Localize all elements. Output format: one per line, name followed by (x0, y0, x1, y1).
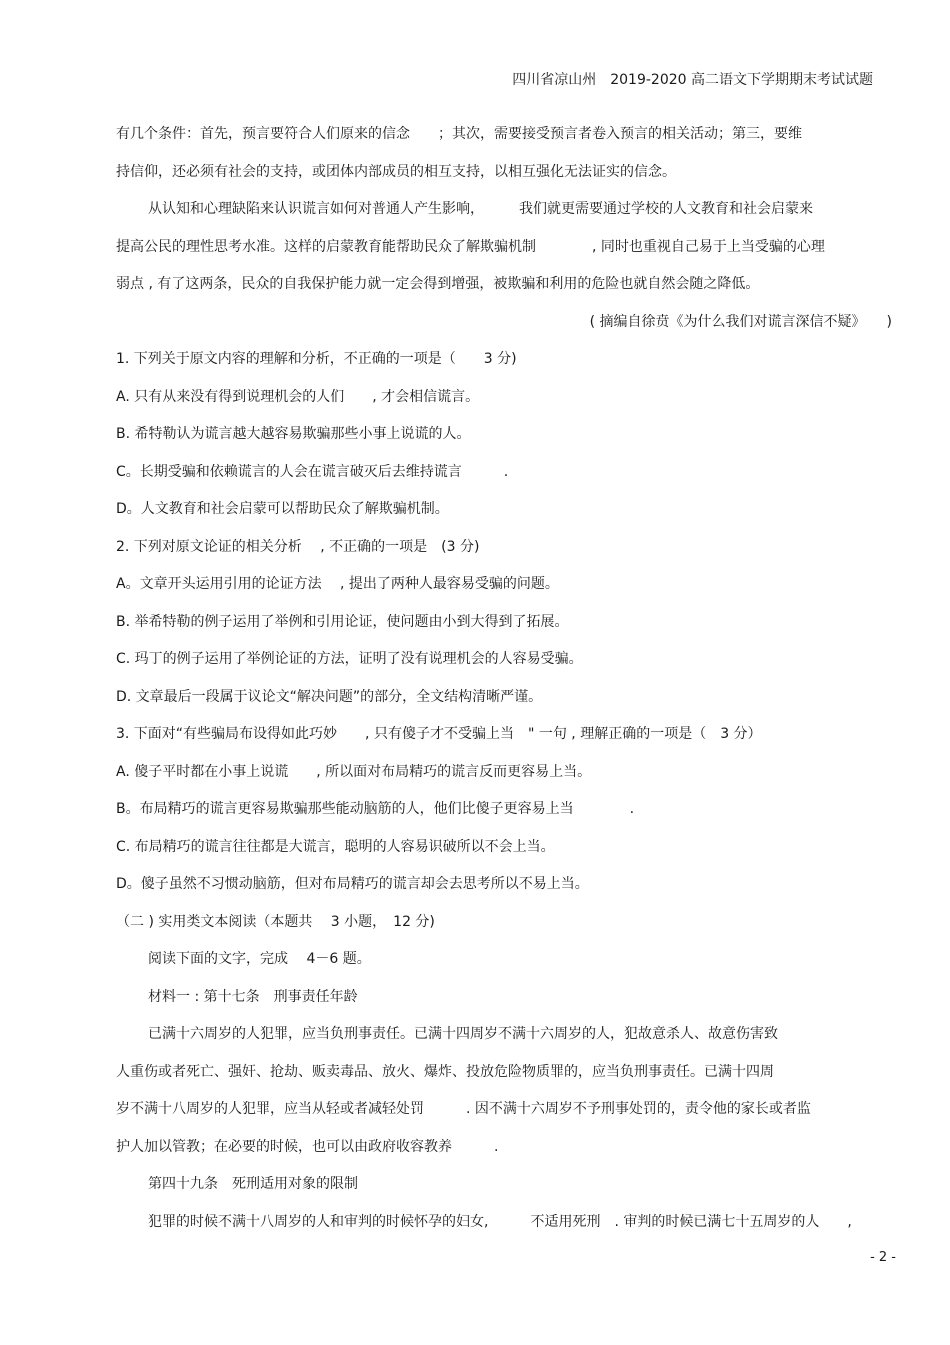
article-text-line: 已满十六周岁的人犯罪，应当负刑事责任。已满十四周岁不满十六周岁的人，犯故意杀人、故意伤害致 (148, 1026, 778, 1042)
question-3-option-a: A. 傻子平时都在小事上说谎 , 所以面对布局精巧的谎言反而更容易上当。 (116, 764, 592, 780)
question-2-option-d: D. 文章最后一段属于议论文“解决问题”的部分，全文结构清晰严谨。 (116, 689, 543, 705)
paragraph-line: 有几个条件：首先，预言要符合人们原来的信念 ；其次，需要接受预言者卷入预言的相关活动；第三，要维 (116, 126, 802, 142)
question-1-option-b: B. 希特勒认为谎言越大越容易欺骗那些小事上说谎的人。 (116, 426, 471, 442)
article-text-line: 岁不满十八周岁的人犯罪，应当从轻或者减轻处罚 . 因不满十六周岁不予刑事处罚的，责令他的家长或者监 (116, 1101, 811, 1117)
article-49-title: 第四十九条 死刑适用对象的限制 (148, 1176, 358, 1192)
question-3-option-b: B。布局精巧的谎言更容易欺骗那些能动脑筋的人，他们比傻子更容易上当 . (116, 801, 635, 817)
document-header: 四川省凉山州 2019-2020 高二语文下学期期末考试试题 (512, 72, 873, 88)
paragraph-line: 从认知和心理缺陷来认识谎言如何对普通人产生影响， 我们就更需要通过学校的人文教育和社会启蒙来 (148, 201, 813, 217)
section-heading: （二 ) 实用类文本阅读（本题共 3 小题， 12 分) (116, 914, 435, 930)
question-3-option-d: D。傻子虽然不习惯动脑筋，但对布局精巧的谎言却会去思考所以不易上当。 (116, 876, 589, 892)
material-title: 材料一 : 第十七条 刑事责任年龄 (148, 989, 358, 1005)
paragraph-line: 持信仰，还必须有社会的支持，或团体内部成员的相互支持，以相互强化无法证实的信念。 (116, 164, 676, 180)
article-text-line: 犯罪的时候不满十八周岁的人和审判的时候怀孕的妇女, 不适用死刑 . 审判的时候已满七十五周岁的人 , (148, 1214, 852, 1230)
paragraph-line: 弱点 , 有了这两条，民众的自我保护能力就一定会得到增强，被欺骗和利用的危险也就自然会随之降低。 (116, 276, 760, 292)
page-number: - 2 - (870, 1250, 896, 1265)
article-text-line: 人重伤或者死亡、强奸、抢劫、贩卖毒品、放火、爆炸、投放危险物质罪的，应当负刑事责任。已满十四周 (116, 1064, 774, 1080)
section-instruction: 阅读下面的文字，完成 4－6 题。 (148, 951, 371, 967)
source-citation: ( 摘编自徐贲《为什么我们对谎言深信不疑》 ) (589, 314, 892, 330)
question-1-option-a: A. 只有从来没有得到说理机会的人们 , 才会相信谎言。 (116, 389, 480, 405)
question-3-stem: 3. 下面对“有些骗局布设得如此巧妙 , 只有傻子才不受骗上当 " 一句 , 理解正确的一项是（ 3 分） (116, 726, 762, 742)
question-2-option-b: B. 举希特勒的例子运用了举例和引用论证，使问题由小到大得到了拓展。 (116, 614, 569, 630)
paragraph-line: 提高公民的理性思考水准。这样的启蒙教育能帮助民众了解欺骗机制 , 同时也重视自己易于上当受骗的心理 (116, 239, 825, 255)
question-2-option-c: C. 玛丁的例子运用了举例论证的方法，证明了没有说理机会的人容易受骗。 (116, 651, 583, 667)
question-2-stem: 2. 下列对原文论证的相关分析 , 不正确的一项是 (3 分) (116, 539, 480, 555)
question-1-stem: 1. 下列关于原文内容的理解和分析，不正确的一项是（ 3 分) (116, 351, 517, 367)
question-3-option-c: C. 布局精巧的谎言往往都是大谎言，聪明的人容易识破所以不会上当。 (116, 839, 555, 855)
question-1-option-c: C。长期受骗和依赖谎言的人会在谎言破灭后去维持谎言 . (116, 464, 509, 480)
question-2-option-a: A。文章开头运用引用的论证方法 , 提出了两种人最容易受骗的问题。 (116, 576, 559, 592)
question-1-option-d: D。人文教育和社会启蒙可以帮助民众了解欺骗机制。 (116, 501, 449, 517)
article-text-line: 护人加以管教；在必要的时候，也可以由政府收容教养 . (116, 1139, 499, 1155)
